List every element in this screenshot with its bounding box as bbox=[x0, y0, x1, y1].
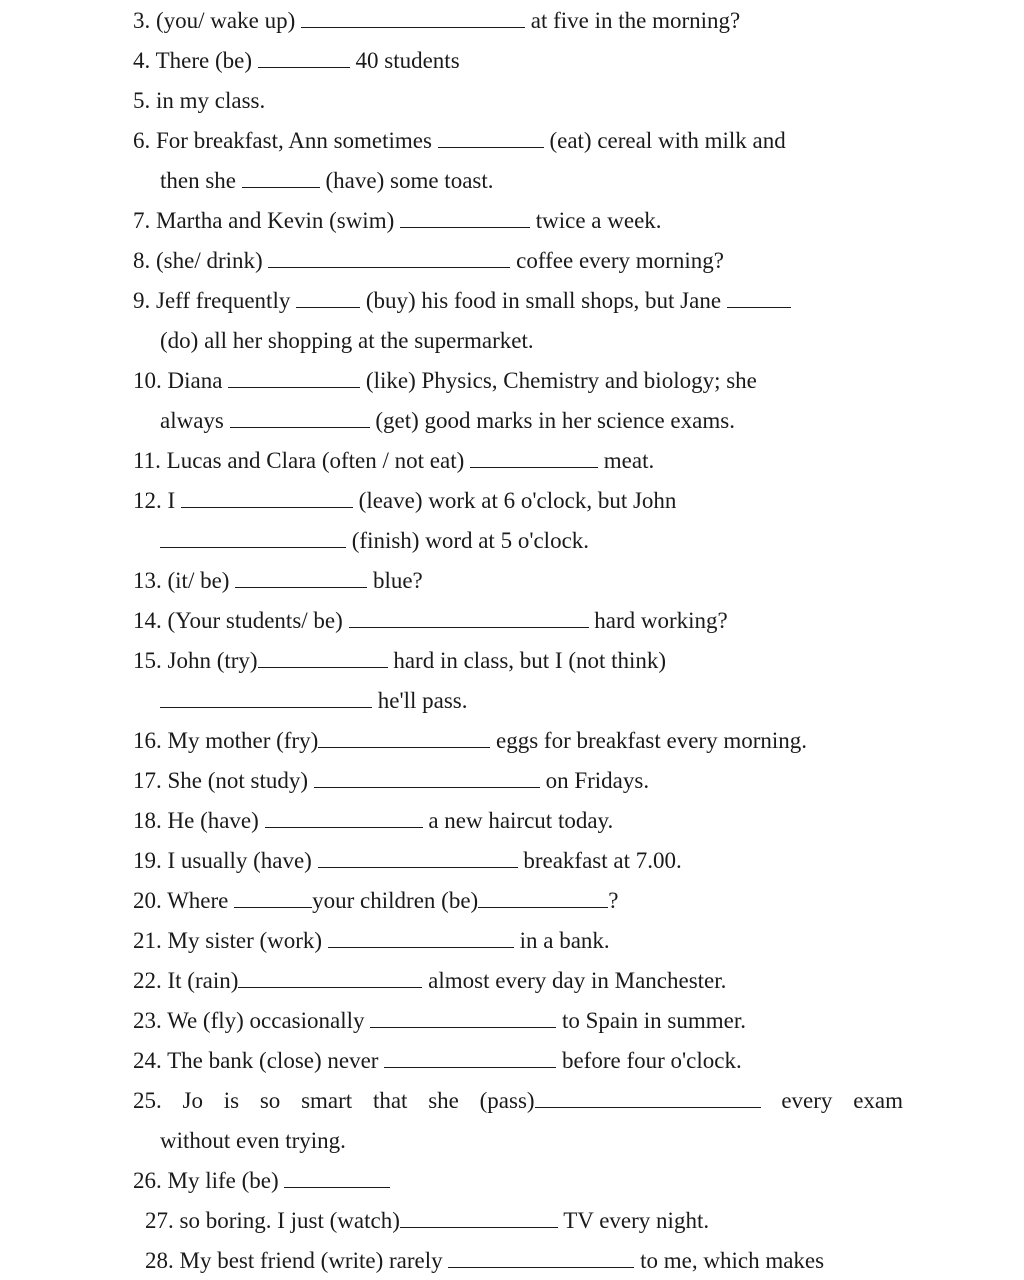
question-text: (leave) work at 6 o'clock, but John bbox=[358, 488, 677, 513]
question-number: 21. bbox=[133, 928, 162, 953]
question-text: hard in class, but I (not think) bbox=[393, 648, 667, 673]
question-word: is bbox=[223, 1088, 240, 1113]
answer-blank[interactable] bbox=[400, 207, 530, 228]
question-text: She (not study) bbox=[167, 768, 309, 793]
question-number: 5. bbox=[133, 88, 151, 113]
question-text: My best friend (write) rarely bbox=[179, 1248, 443, 1273]
question-number: 19. bbox=[133, 848, 162, 873]
question-3 bbox=[133, 6, 740, 36]
answer-blank[interactable] bbox=[296, 287, 360, 308]
question-word: (pass) bbox=[479, 1088, 535, 1113]
question-number: 10. bbox=[133, 368, 162, 393]
question-number: 15. bbox=[133, 648, 162, 673]
answer-blank[interactable] bbox=[328, 927, 514, 948]
question-text: It (rain) bbox=[167, 968, 239, 993]
question-text: (get) good marks in her science exams. bbox=[375, 408, 735, 433]
question-text: twice a week. bbox=[535, 208, 662, 233]
question-number: 17. bbox=[133, 768, 162, 793]
question-13 bbox=[133, 566, 423, 596]
question-number: 25. bbox=[133, 1088, 162, 1113]
question-5 bbox=[133, 86, 265, 116]
question-text: (like) Physics, Chemistry and biology; she bbox=[365, 368, 757, 393]
answer-blank[interactable] bbox=[438, 127, 544, 148]
question-number: 24. bbox=[133, 1048, 162, 1073]
question-text: 40 students bbox=[355, 48, 460, 73]
question-6 bbox=[133, 126, 786, 156]
question-7 bbox=[133, 206, 662, 236]
answer-blank[interactable] bbox=[228, 367, 360, 388]
question-word: that bbox=[372, 1088, 408, 1113]
answer-blank[interactable] bbox=[230, 407, 370, 428]
question-9 bbox=[133, 286, 791, 316]
question-15-continued bbox=[160, 686, 468, 716]
question-text: (Your students/ be) bbox=[167, 608, 343, 633]
question-10-continued bbox=[160, 406, 735, 436]
question-text: (she/ drink) bbox=[156, 248, 263, 273]
question-text: (buy) his food in small shops, but Jane bbox=[365, 288, 722, 313]
question-11 bbox=[133, 446, 654, 476]
question-number: 18. bbox=[133, 808, 162, 833]
question-text: he'll pass. bbox=[377, 688, 468, 713]
question-number: 27. bbox=[145, 1208, 174, 1233]
answer-blank[interactable] bbox=[400, 1207, 558, 1228]
question-text: Jeff frequently bbox=[156, 288, 291, 313]
question-text: ? bbox=[608, 888, 619, 913]
question-9-continued bbox=[160, 326, 534, 356]
question-4 bbox=[133, 46, 460, 76]
answer-blank[interactable] bbox=[242, 167, 320, 188]
answer-blank[interactable] bbox=[265, 807, 423, 828]
question-number: 20. bbox=[133, 888, 162, 913]
answer-blank[interactable] bbox=[160, 687, 372, 708]
question-text: meat. bbox=[603, 448, 655, 473]
question-text: before four o'clock. bbox=[561, 1048, 742, 1073]
question-text: I usually (have) bbox=[167, 848, 312, 873]
question-text: (have) some toast. bbox=[325, 168, 494, 193]
question-number: 6. bbox=[133, 128, 151, 153]
question-text: at five in the morning? bbox=[530, 8, 741, 33]
answer-blank[interactable] bbox=[258, 47, 350, 68]
question-number: 14. bbox=[133, 608, 162, 633]
question-number: 11. bbox=[133, 448, 161, 473]
question-text: without even trying. bbox=[160, 1128, 346, 1153]
question-25-continued bbox=[160, 1126, 346, 1156]
question-6-continued bbox=[160, 166, 494, 196]
question-text: (do) all her shopping at the supermarket. bbox=[160, 328, 534, 353]
question-text: My life (be) bbox=[167, 1168, 279, 1193]
question-text: so boring. I just (watch) bbox=[179, 1208, 400, 1233]
answer-blank[interactable] bbox=[258, 647, 388, 668]
question-text: My mother (fry) bbox=[167, 728, 319, 753]
question-number: 4. bbox=[133, 48, 151, 73]
answer-blank[interactable] bbox=[160, 527, 346, 548]
answer-blank[interactable] bbox=[318, 727, 490, 748]
question-text: Lucas and Clara (often / not eat) bbox=[166, 448, 465, 473]
question-26 bbox=[133, 1166, 390, 1196]
question-word: smart bbox=[301, 1088, 353, 1113]
question-number: 13. bbox=[133, 568, 162, 593]
question-text: (you/ wake up) bbox=[156, 8, 296, 33]
answer-blank[interactable] bbox=[235, 567, 367, 588]
question-27 bbox=[145, 1206, 709, 1236]
answer-blank[interactable] bbox=[349, 607, 589, 628]
question-17 bbox=[133, 766, 649, 796]
question-number: 9. bbox=[133, 288, 151, 313]
question-28 bbox=[145, 1246, 824, 1276]
question-word: every bbox=[781, 1088, 833, 1113]
question-number: 23. bbox=[133, 1008, 162, 1033]
answer-blank[interactable] bbox=[284, 1167, 390, 1188]
question-number: 16. bbox=[133, 728, 162, 753]
question-text: Diana bbox=[167, 368, 223, 393]
question-text: (it/ be) bbox=[167, 568, 230, 593]
question-text: John (try) bbox=[167, 648, 258, 673]
question-text: (finish) word at 5 o'clock. bbox=[351, 528, 590, 553]
answer-blank[interactable] bbox=[535, 1087, 761, 1108]
question-19 bbox=[133, 846, 682, 876]
question-22 bbox=[133, 966, 726, 996]
answer-blank[interactable] bbox=[238, 967, 422, 988]
question-number: 7. bbox=[133, 208, 151, 233]
question-word: so bbox=[259, 1088, 281, 1113]
question-number: 28. bbox=[145, 1248, 174, 1273]
answer-blank[interactable] bbox=[470, 447, 598, 468]
question-12 bbox=[133, 486, 676, 516]
answer-blank[interactable] bbox=[181, 487, 353, 508]
answer-blank[interactable] bbox=[727, 287, 791, 308]
question-18 bbox=[133, 806, 613, 836]
question-text: almost every day in Manchester. bbox=[428, 968, 727, 993]
question-word: she bbox=[428, 1088, 459, 1113]
question-text: to Spain in summer. bbox=[562, 1008, 746, 1033]
answer-blank[interactable] bbox=[478, 887, 608, 908]
answer-blank[interactable] bbox=[301, 7, 525, 28]
answer-blank[interactable] bbox=[268, 247, 510, 268]
question-text: Where bbox=[167, 888, 229, 913]
question-text: We (fly) occasionally bbox=[167, 1008, 365, 1033]
question-text: a new haircut today. bbox=[428, 808, 614, 833]
answer-blank[interactable] bbox=[314, 767, 540, 788]
question-number: 8. bbox=[133, 248, 151, 273]
question-23 bbox=[133, 1006, 746, 1036]
question-25 bbox=[133, 1086, 903, 1116]
question-text: eggs for breakfast every morning. bbox=[496, 728, 808, 753]
question-text: then she bbox=[160, 168, 237, 193]
question-number: 22. bbox=[133, 968, 162, 993]
question-text: your children (be) bbox=[312, 888, 479, 913]
question-8 bbox=[133, 246, 724, 276]
question-text: in my class. bbox=[156, 88, 266, 113]
question-text: coffee every morning? bbox=[516, 248, 724, 273]
question-text: to me, which makes bbox=[640, 1248, 825, 1273]
question-number: 3. bbox=[133, 8, 151, 33]
question-word: Jo bbox=[182, 1088, 203, 1113]
question-text: Martha and Kevin (swim) bbox=[156, 208, 395, 233]
question-text: in a bank. bbox=[519, 928, 610, 953]
question-text: He (have) bbox=[167, 808, 259, 833]
question-12-continued bbox=[160, 526, 589, 556]
question-word: exam bbox=[853, 1088, 903, 1113]
answer-blank[interactable] bbox=[318, 847, 518, 868]
question-number: 26. bbox=[133, 1168, 162, 1193]
question-number: 12. bbox=[133, 488, 162, 513]
answer-blank[interactable] bbox=[448, 1247, 634, 1268]
question-text: always bbox=[160, 408, 224, 433]
question-20 bbox=[133, 886, 618, 916]
answer-blank[interactable] bbox=[234, 887, 312, 908]
question-text: The bank (close) never bbox=[167, 1048, 379, 1073]
question-text: There (be) bbox=[155, 48, 252, 73]
question-15 bbox=[133, 646, 666, 676]
question-text: I bbox=[167, 488, 176, 513]
question-text: on Fridays. bbox=[545, 768, 650, 793]
question-text: blue? bbox=[372, 568, 423, 593]
question-24 bbox=[133, 1046, 742, 1076]
question-16 bbox=[133, 726, 807, 756]
question-text: hard working? bbox=[594, 608, 728, 633]
question-21 bbox=[133, 926, 610, 956]
question-text: TV every night. bbox=[563, 1208, 710, 1233]
question-text: breakfast at 7.00. bbox=[523, 848, 682, 873]
question-text: (eat) cereal with milk and bbox=[549, 128, 786, 153]
answer-blank[interactable] bbox=[384, 1047, 556, 1068]
answer-blank[interactable] bbox=[370, 1007, 556, 1028]
question-text: My sister (work) bbox=[167, 928, 323, 953]
question-text: For breakfast, Ann sometimes bbox=[156, 128, 432, 153]
question-14 bbox=[133, 606, 728, 636]
question-10 bbox=[133, 366, 757, 396]
